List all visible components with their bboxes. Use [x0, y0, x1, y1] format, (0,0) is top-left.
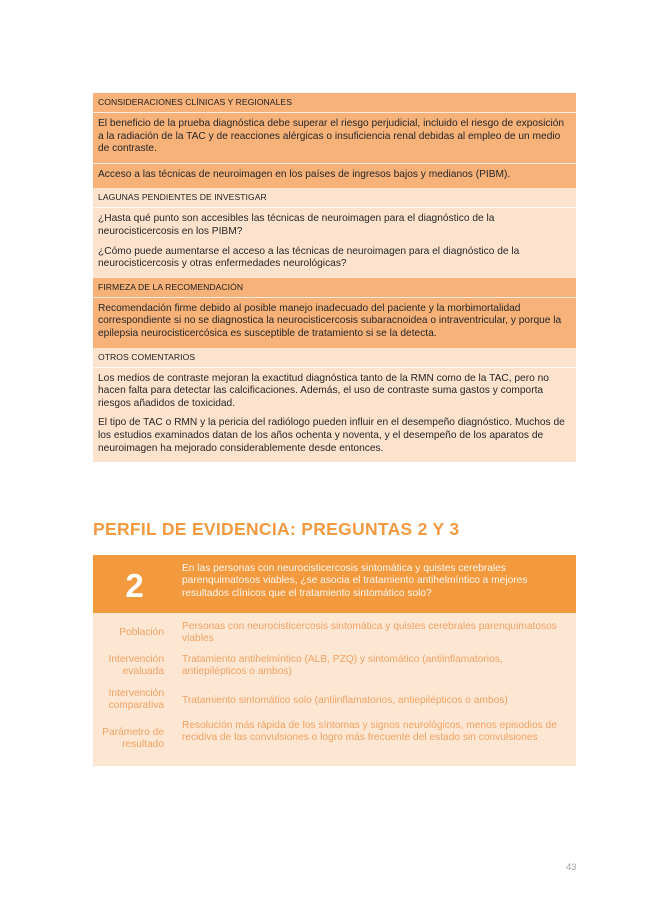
pico-value: Tratamiento antihelmíntico (ALB, PZQ) y sintomático (antiinflamatorios, antiepilépticos o ambos) — [182, 654, 503, 678]
recommendation-table — [93, 93, 576, 462]
divider — [93, 367, 576, 368]
pico-value: Tratamiento sintomático solo (antiinflamatorios, antiepilépticos o ambos) — [182, 695, 508, 706]
evidence-profile-title: PERFIL DE EVIDENCIA: PREGUNTAS 2 Y 3 — [93, 519, 460, 539]
other-comments-section — [93, 348, 576, 463]
paragraph: El beneficio de la prueba diagnóstica debe superar el riesgo perjudicial, incluido el riesgo de exposición a la radiación de la TAC y de reacciones alérgicas o insuficiencia renal debidas al empleo de un medio de contraste. — [98, 118, 565, 155]
pico-label: Población — [119, 627, 164, 638]
paragraph: ¿Hasta qué punto son accesibles las técnicas de neuroimagen para el diagnóstico de la neurocisticercosis en los PIBM? — [98, 213, 495, 237]
divider — [93, 112, 576, 113]
section-heading: LAGUNAS PENDIENTES DE INVESTIGAR — [98, 192, 267, 203]
pico-label: Intervención comparativa — [108, 688, 164, 712]
paragraph: El tipo de TAC o RMN y la pericia del radiólogo pueden influir en el desempeño diagnóstico. Muchos de los estudios examinados datan de los años ochenta y noventa, y el desempeño de los aparatos de neuroimagen ha mejorado considerablemente desde entonces. — [98, 417, 565, 454]
question-header — [93, 555, 576, 613]
paragraph: Acceso a las técnicas de neuroimagen en los países de ingresos bajos y medianos (PIBM). — [98, 168, 511, 180]
section-heading: OTROS COMENTARIOS — [98, 351, 196, 362]
pico-value: Resolución más rápida de los síntomas y signos neurológicos, menos episodios de recidiva de las convulsiones o logro más frecuente del estado sin convulsiones — [182, 720, 557, 744]
pico-label: Parámetro de resultado — [102, 727, 164, 751]
research-gaps-section — [93, 188, 576, 277]
question-number: 2 — [125, 567, 144, 604]
pico-value: Personas con neurocisticercosis sintomática y quistes cerebrales parenquimatosos viables — [182, 621, 557, 645]
page-number: 43 — [566, 862, 577, 873]
paragraph: ¿Cómo puede aumentarse el acceso a las técnicas de neuroimagen para el diagnóstico de la neurocisticercosis y otras enfermedades neurológicas? — [98, 245, 520, 270]
divider — [93, 163, 576, 164]
recommendation-strength-section — [93, 278, 576, 348]
section-heading: FIRMEZA DE LA RECOMENDACIÓN — [98, 281, 244, 292]
divider — [93, 297, 576, 298]
paragraph: Recomendación firme debido al posible manejo inadecuado del paciente y la morbimortalidad correspondiente si no se diagnostica la neurocisticercosis subaracnoidea o intraventricular, y porque la epilepsia neurocisticercósica es susceptible de tratamiento si se la detecta. — [98, 302, 562, 339]
clinical-considerations-section — [93, 93, 576, 188]
pico-table — [93, 613, 576, 766]
divider — [93, 207, 576, 208]
pico-label: Intervención evaluada — [108, 654, 164, 678]
question-text: En las personas con neurocisticercosis sintomática y quistes cerebrales parenquimatosos viables, ¿se asocia el tratamiento antihelmíntico a mejores resultados clínicos que el tratamiento sintomático solo? — [182, 563, 528, 599]
paragraph: Los medios de contraste mejoran la exactitud diagnóstica tanto de la RMN como de la TAC, pero no hacen falta para detectar las calcificaciones. Además, el uso de contraste suma gastos y comporta riesgos añadidos de toxicidad. — [98, 372, 549, 409]
section-heading: CONSIDERACIONES CLÍNICAS Y REGIONALES — [98, 97, 292, 107]
